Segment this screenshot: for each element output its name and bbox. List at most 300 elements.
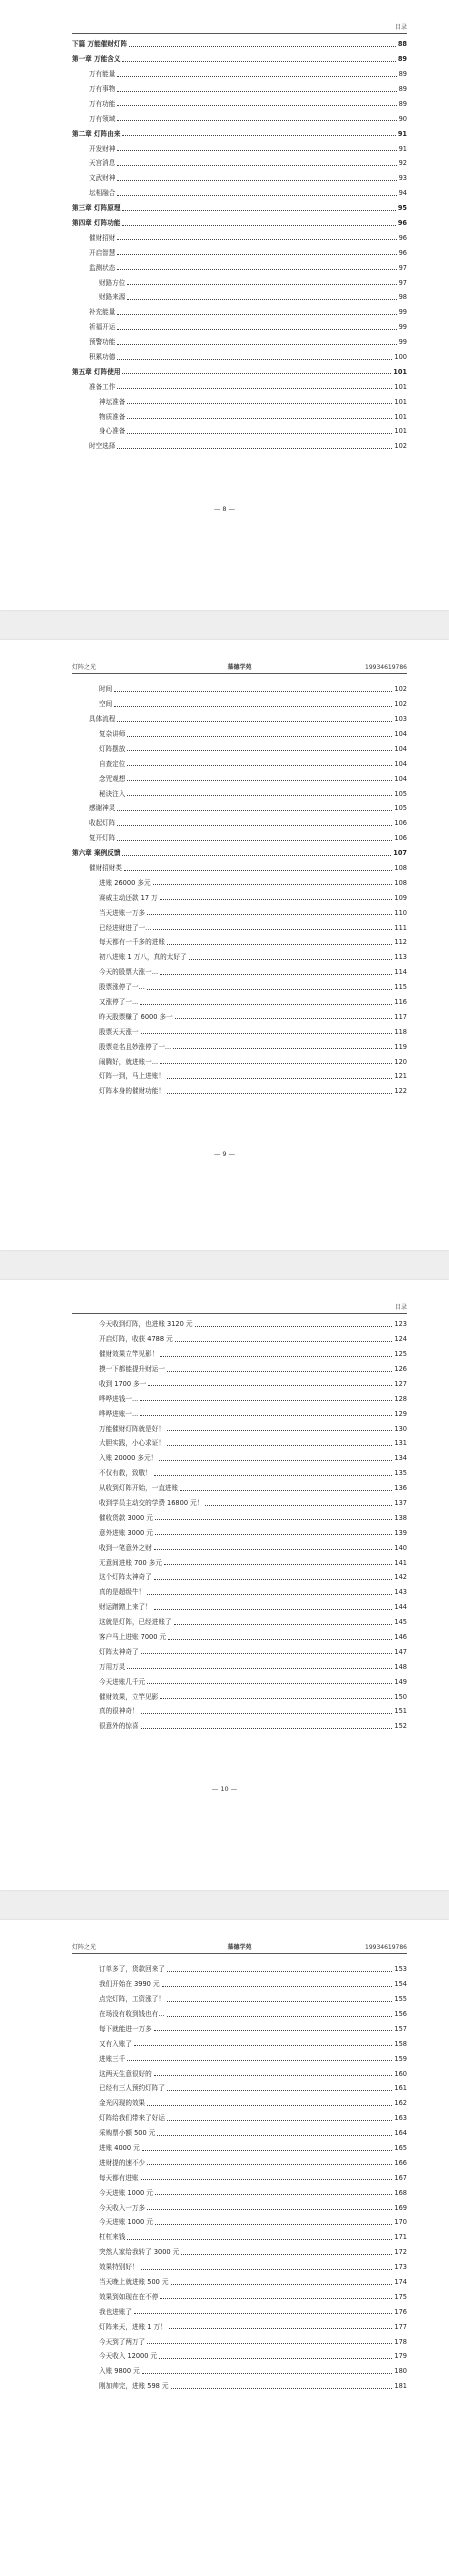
- toc-entry[interactable]: [72, 1050, 407, 1065]
- dot-leader: [140, 1004, 392, 1005]
- dot-leader: [117, 810, 392, 811]
- dot-leader: [141, 2269, 393, 2270]
- toc-entry[interactable]: [72, 390, 407, 405]
- toc-entry[interactable]: [72, 107, 407, 122]
- toc-entry[interactable]: [72, 331, 407, 346]
- toc-entry-title: 灯阵太神奇了: [99, 1647, 139, 1656]
- dot-leader: [127, 1668, 392, 1669]
- toc-entry[interactable]: [72, 976, 407, 991]
- dot-leader: [147, 2209, 392, 2210]
- toc-entry-title: 万有领域: [89, 114, 116, 123]
- toc-entry-title: 又涨停了一...: [99, 998, 139, 1006]
- dot-leader: [147, 2164, 392, 2165]
- toc-entry[interactable]: [72, 1035, 407, 1050]
- toc-entry-page: 125: [394, 1350, 407, 1359]
- toc-entry-title: 不仅有救，致敬！: [99, 1469, 152, 1478]
- toc-entry-page: 164: [394, 2129, 407, 2138]
- toc-entry[interactable]: [72, 2003, 407, 2018]
- toc-entry[interactable]: [72, 182, 407, 197]
- toc-entry[interactable]: [72, 1566, 407, 1581]
- toc-entry-page: 88: [397, 40, 407, 49]
- dot-leader: [117, 840, 392, 841]
- toc-entry-title: 开启智慧: [89, 248, 116, 257]
- toc-entry-page: 176: [394, 2307, 407, 2316]
- dot-leader: [171, 2284, 393, 2285]
- toc-entry[interactable]: [72, 1313, 407, 1328]
- toc-entry-title: 订单多了，货款回来了: [99, 1965, 165, 1974]
- toc-entry-page: 149: [394, 1677, 407, 1686]
- toc-entry-page: 179: [394, 2352, 407, 2361]
- dot-leader: [175, 1018, 393, 1019]
- toc-entry[interactable]: [72, 886, 407, 901]
- toc-entry-page: 116: [394, 998, 407, 1006]
- dot-leader: [127, 2239, 392, 2240]
- dot-leader: [180, 1490, 392, 1491]
- dot-leader: [117, 239, 396, 240]
- toc-entry[interactable]: [72, 961, 407, 976]
- toc-entry-page: 154: [394, 1980, 407, 1989]
- toc-entry-page: 114: [394, 968, 407, 977]
- toc-entry-title: 灯阵给我们带来了好运: [99, 2114, 165, 2123]
- toc-entry-page: 157: [394, 2024, 407, 2033]
- toc-entry[interactable]: [72, 435, 407, 450]
- dot-leader: [117, 721, 392, 722]
- toc-entry[interactable]: [72, 1447, 407, 1462]
- toc-entry-page: 99: [398, 323, 407, 332]
- toc-entry[interactable]: [72, 2152, 407, 2167]
- toc-entry[interactable]: [72, 2300, 407, 2315]
- toc-entry-page: 93: [398, 174, 407, 183]
- toc-entry-title: 今天到了两万了: [99, 2337, 146, 2346]
- dot-leader: [160, 1063, 392, 1064]
- toc-entry-title: 入账 20000 多元！: [99, 1454, 158, 1463]
- toc-entry-title: 当天进账一万多: [99, 908, 146, 917]
- dot-leader: [122, 61, 395, 62]
- dot-leader: [147, 1594, 392, 1595]
- toc-entry[interactable]: [72, 1958, 407, 1973]
- toc-entry-title: 物质准备: [99, 412, 126, 421]
- toc-entry-page: 113: [394, 953, 407, 962]
- header-left: 灯阵之光: [72, 664, 97, 671]
- dot-leader: [134, 2313, 392, 2314]
- toc-entry-title: 财路来源: [99, 293, 126, 302]
- toc-entry[interactable]: [72, 797, 407, 812]
- toc-entry[interactable]: [72, 1626, 407, 1641]
- toc-entry[interactable]: [72, 1328, 407, 1343]
- dot-leader: [159, 2358, 392, 2359]
- toc-entry-page: 96: [398, 248, 407, 257]
- toc-entry-page: 112: [394, 938, 407, 947]
- toc-entry-page: 89: [398, 84, 407, 93]
- page-number: — 9 —: [213, 1150, 236, 1158]
- toc-entry[interactable]: [72, 2211, 407, 2226]
- toc-entry[interactable]: [72, 2241, 407, 2256]
- toc-entry-page: 158: [394, 2039, 407, 2048]
- toc-entry-page: 145: [394, 1618, 407, 1627]
- toc-entry-title: 初八进账 1 万八，真的太好了: [99, 953, 187, 962]
- toc-entry[interactable]: [72, 2271, 407, 2286]
- toc-entry[interactable]: [72, 361, 407, 376]
- toc-entry-title: 股票天天涨一: [99, 1027, 139, 1036]
- toc-entry-title: 催财招财类: [89, 863, 122, 872]
- toc-entry[interactable]: [72, 693, 407, 708]
- toc-entry[interactable]: [72, 931, 407, 946]
- toc-entry[interactable]: [72, 227, 407, 242]
- dot-leader: [134, 2045, 392, 2046]
- toc-entry[interactable]: [72, 1020, 407, 1035]
- toc-entry-title: 从收到灯阵开始，一直进账: [99, 1484, 179, 1493]
- page-header: [72, 19, 407, 34]
- document-page-8: [0, 0, 449, 610]
- toc-entry[interactable]: [72, 301, 407, 316]
- toc-entry[interactable]: [72, 241, 407, 256]
- toc-entry-title: 已经有三人预约灯阵了: [99, 2084, 165, 2093]
- dot-leader: [117, 344, 396, 345]
- toc-entry[interactable]: [72, 782, 407, 797]
- toc-entry[interactable]: [72, 1536, 407, 1551]
- toc-entry-page: 169: [394, 2203, 407, 2212]
- toc-entry-page: 89: [398, 70, 407, 79]
- toc-entry[interactable]: [72, 197, 407, 212]
- toc-entry[interactable]: [72, 916, 407, 931]
- toc-entry-page: 109: [394, 893, 407, 902]
- toc-entry-title: 万用万灵: [99, 1662, 126, 1671]
- toc-entry[interactable]: [72, 2062, 407, 2077]
- toc-entry-page: 148: [394, 1662, 407, 1671]
- toc-entry[interactable]: [72, 1006, 407, 1021]
- toc-entry-page: 152: [394, 1722, 407, 1731]
- dot-leader: [167, 2016, 393, 2017]
- toc-entry-title: 进账 26000 多元: [99, 878, 151, 887]
- dot-leader: [148, 1385, 392, 1386]
- header-left: 灯阵之光: [72, 1944, 97, 1951]
- toc-entry-page: 126: [394, 1364, 407, 1373]
- dot-leader: [127, 418, 392, 419]
- toc-entry-page: 102: [394, 442, 407, 451]
- toc-entry-page: 163: [394, 2114, 407, 2123]
- dot-leader: [167, 944, 392, 945]
- toc-entry[interactable]: [72, 2047, 407, 2062]
- toc-entry[interactable]: [72, 1715, 407, 1730]
- dot-leader: [127, 284, 396, 285]
- dot-leader: [117, 91, 396, 92]
- toc-entry-page: 144: [394, 1603, 407, 1612]
- toc-entry-page: 155: [394, 1995, 407, 2004]
- toc-entry[interactable]: [72, 2122, 407, 2137]
- toc-entry-page: 108: [394, 863, 407, 872]
- toc-entry-title: 万能催财灯阵就是好！: [99, 1424, 165, 1433]
- toc-entry[interactable]: [72, 1507, 407, 1522]
- dot-leader: [153, 929, 392, 930]
- toc-entry-page: 178: [394, 2337, 407, 2346]
- toc-entry-title: 哗哗进账一...: [99, 1409, 139, 1418]
- toc-entry[interactable]: [72, 1596, 407, 1611]
- toc-entry-title: 今天的股票大涨一...: [99, 968, 159, 977]
- dot-leader: [117, 195, 396, 196]
- dot-leader: [127, 433, 392, 434]
- toc-entry-title: 感谢神灵: [89, 804, 116, 813]
- toc-entry-title: 哗哗进钱一...: [99, 1394, 139, 1403]
- toc-entry[interactable]: [72, 1065, 407, 1080]
- toc-entry-page: 130: [394, 1424, 407, 1433]
- toc-entry[interactable]: [72, 48, 407, 63]
- toc-entry-title: 准备工作: [89, 382, 116, 391]
- toc-entry-title: 文武财神: [89, 174, 116, 183]
- toc-entry[interactable]: [72, 271, 407, 286]
- toc-entry-page: 173: [394, 2263, 407, 2272]
- toc-entry-page: 146: [394, 1633, 407, 1641]
- dot-leader: [117, 165, 396, 166]
- toc-entry[interactable]: [72, 122, 407, 137]
- toc-entry-title: 灯阵来天，进账 1 万！: [99, 2322, 167, 2331]
- toc-entry[interactable]: [72, 375, 407, 390]
- toc-entry[interactable]: [72, 738, 407, 753]
- dot-leader: [142, 2373, 393, 2374]
- toc-entry-title: 万有能量: [89, 70, 116, 79]
- toc-entry-page: 105: [394, 804, 407, 813]
- toc-entry[interactable]: [72, 78, 407, 93]
- toc-entry[interactable]: [72, 2360, 407, 2375]
- toc-entry-title: 大胆实践，小心求证！: [99, 1439, 165, 1448]
- toc-entry-page: 96: [397, 218, 407, 227]
- dot-leader: [160, 2298, 392, 2299]
- toc-entry[interactable]: [72, 1551, 407, 1566]
- toc-entry[interactable]: [72, 2166, 407, 2181]
- dot-leader: [127, 403, 392, 404]
- toc-entry-title: 今天进账 1000 元: [99, 2188, 153, 2197]
- toc-entry-title: 闹腾好，就进账一...: [99, 1057, 159, 1066]
- toc-entry-title: 效果特别好！: [99, 2263, 139, 2272]
- toc-entry-page: 180: [394, 2367, 407, 2376]
- toc-entry-page: 136: [394, 1484, 407, 1493]
- toc-entry[interactable]: [72, 167, 407, 182]
- toc-entry-title: 第五章 灯阵使用: [72, 367, 121, 376]
- toc-entry-page: 101: [394, 412, 407, 421]
- toc-entry-title: 突然人家给我转了 3000 元: [99, 2248, 180, 2257]
- toc-entry[interactable]: [72, 346, 407, 361]
- toc-entry[interactable]: [72, 1373, 407, 1388]
- toc-entry[interactable]: [72, 1477, 407, 1492]
- toc-entry-page: 102: [394, 700, 407, 709]
- toc-entry-title: 祈福开运: [89, 323, 116, 332]
- dot-leader: [160, 1698, 392, 1699]
- toc-entry-title: 具体流程: [89, 715, 116, 724]
- toc-entry[interactable]: [72, 1581, 407, 1596]
- toc-entry-title: 复杂讲师: [99, 729, 126, 738]
- toc-entry[interactable]: [72, 2018, 407, 2033]
- toc-entry[interactable]: [72, 63, 407, 78]
- dot-leader: [160, 899, 393, 900]
- toc-entry-page: 123: [394, 1320, 407, 1329]
- toc-entry[interactable]: [72, 137, 407, 152]
- dot-leader: [167, 2090, 392, 2091]
- toc-entry[interactable]: [72, 2330, 407, 2345]
- dot-leader: [175, 1341, 393, 1342]
- toc-entry[interactable]: [72, 1655, 407, 1670]
- toc-entry[interactable]: [72, 2226, 407, 2241]
- dot-leader: [122, 135, 395, 136]
- dot-leader: [147, 989, 393, 990]
- toc-entry[interactable]: [72, 2256, 407, 2271]
- toc-entry[interactable]: [72, 812, 407, 827]
- toc-entry-title: 念咒观想: [99, 774, 126, 783]
- toc-entry-title: 积累功德: [89, 353, 116, 361]
- toc-entry-title: 我们开始在 3990 元: [99, 1980, 160, 1989]
- toc-entry-title: 万有事物: [89, 84, 116, 93]
- toc-entry-page: 161: [394, 2084, 407, 2093]
- toc-entry[interactable]: [72, 1462, 407, 1477]
- toc-entry-title: 这两天生意很好的: [99, 2069, 152, 2078]
- toc-entry-title: 刚加帅完，进账 598 元: [99, 2382, 169, 2391]
- toc-entry[interactable]: [72, 1700, 407, 1715]
- toc-entry-page: 167: [394, 2173, 407, 2182]
- toc-entry-title: 催财效果，立竿见影: [99, 1692, 159, 1701]
- document-page-10: [0, 1280, 449, 1890]
- toc-entry[interactable]: [72, 2032, 407, 2047]
- toc-entry[interactable]: [72, 256, 407, 271]
- dot-leader: [124, 870, 392, 871]
- toc-entry[interactable]: [72, 1402, 407, 1417]
- dot-leader: [114, 691, 392, 692]
- dot-leader: [114, 706, 392, 707]
- toc-entry[interactable]: [72, 1358, 407, 1373]
- toc-entry[interactable]: [72, 2196, 407, 2211]
- toc-entry-page: 101: [394, 427, 407, 436]
- toc-entry[interactable]: [72, 708, 407, 723]
- dot-leader: [117, 150, 396, 151]
- toc-entry-page: 134: [394, 1454, 407, 1463]
- toc-entry[interactable]: [72, 2315, 407, 2330]
- toc-entry-title: 很意外的惊喜: [99, 1722, 139, 1731]
- toc-entry-page: 131: [394, 1439, 407, 1448]
- toc-entry-title: 催收货款 3000 元: [99, 1513, 153, 1522]
- toc-entry-page: 165: [394, 2143, 407, 2152]
- toc-entry[interactable]: [72, 857, 407, 872]
- toc-list: [72, 1313, 407, 1730]
- dot-leader: [154, 2075, 393, 2076]
- toc-entry[interactable]: [72, 286, 407, 301]
- dot-leader: [154, 1579, 393, 1580]
- toc-entry[interactable]: [72, 723, 407, 738]
- toc-entry[interactable]: [72, 901, 407, 916]
- dot-leader: [127, 765, 392, 766]
- toc-entry[interactable]: [72, 212, 407, 227]
- toc-entry-title: 股票竞名且妙涨停了一...: [99, 1042, 172, 1051]
- toc-entry[interactable]: [72, 2107, 407, 2122]
- header-right: 目录: [394, 24, 407, 31]
- toc-entry[interactable]: [72, 2092, 407, 2107]
- toc-entry-page: 92: [398, 159, 407, 168]
- toc-entry[interactable]: [72, 946, 407, 961]
- toc-entry[interactable]: [72, 1670, 407, 1685]
- toc-entry-title: 自查定位: [99, 759, 126, 768]
- dot-leader: [141, 1728, 393, 1729]
- toc-entry-title: 收到一笔意外之财: [99, 1543, 152, 1552]
- dot-leader: [160, 974, 392, 975]
- dot-leader: [162, 1986, 393, 1987]
- toc-entry[interactable]: [72, 872, 407, 887]
- toc-entry-title: 进账三千: [99, 2054, 126, 2063]
- toc-entry[interactable]: [72, 1611, 407, 1626]
- toc-entry-title: 收到学员主动交的学费 16800 元！: [99, 1498, 204, 1507]
- toc-entry[interactable]: [72, 827, 407, 842]
- toc-entry-page: 175: [394, 2292, 407, 2301]
- toc-entry-title: 真的很神奇！: [99, 1707, 139, 1716]
- toc-entry[interactable]: [72, 420, 407, 435]
- toc-entry-page: 166: [394, 2158, 407, 2167]
- toc-entry[interactable]: [72, 1432, 407, 1447]
- toc-entry-page: 141: [394, 1558, 407, 1567]
- toc-entry[interactable]: [72, 2077, 407, 2092]
- dot-leader: [159, 1460, 392, 1461]
- toc-entry[interactable]: [72, 2286, 407, 2301]
- toc-entry-title: 我也进账了: [99, 2307, 132, 2316]
- toc-entry-page: 118: [394, 1027, 407, 1036]
- toc-entry[interactable]: [72, 991, 407, 1006]
- toc-entry[interactable]: [72, 1988, 407, 2003]
- toc-entry[interactable]: [72, 678, 407, 693]
- toc-entry[interactable]: [72, 2345, 407, 2360]
- toc-entry[interactable]: [72, 1492, 407, 1507]
- dot-leader: [117, 254, 396, 255]
- toc-entry[interactable]: [72, 152, 407, 167]
- toc-entry-title: 每天都有一千多的进账: [99, 938, 165, 947]
- toc-entry[interactable]: [72, 842, 407, 857]
- toc-entry-page: 104: [394, 774, 407, 783]
- dot-leader: [147, 914, 392, 915]
- toc-entry[interactable]: [72, 1521, 407, 1536]
- toc-entry[interactable]: [72, 767, 407, 782]
- toc-entry[interactable]: [72, 752, 407, 767]
- toc-entry[interactable]: [72, 1685, 407, 1700]
- toc-entry-title: 复开灯阵: [89, 834, 116, 843]
- dot-leader: [117, 105, 396, 106]
- dot-leader: [171, 2388, 393, 2389]
- toc-entry[interactable]: [72, 405, 407, 420]
- toc-entry[interactable]: [72, 1080, 407, 1095]
- toc-entry-title: 身心准备: [99, 427, 126, 436]
- toc-entry-title: 今天收到灯阵，也进账 3120 元: [99, 1320, 193, 1329]
- toc-entry[interactable]: [72, 1387, 407, 1402]
- toc-entry[interactable]: [72, 2375, 407, 2390]
- dot-leader: [117, 329, 396, 330]
- toc-entry[interactable]: [72, 2137, 407, 2152]
- toc-entry-title: 灯阵一到，马上进账！: [99, 1072, 165, 1081]
- dot-leader: [155, 1519, 392, 1520]
- toc-entry-page: 138: [394, 1513, 407, 1522]
- toc-entry-page: 156: [394, 2009, 407, 2018]
- document-page-9: [0, 640, 449, 1250]
- toc-entry-page: 119: [394, 1042, 407, 1051]
- toc-entry-title: 这个灯阵太神奇了: [99, 1573, 152, 1582]
- toc-entry[interactable]: [72, 1973, 407, 1988]
- toc-entry[interactable]: [72, 1343, 407, 1358]
- dot-leader: [117, 269, 396, 270]
- toc-entry-page: 121: [394, 1072, 407, 1081]
- toc-entry[interactable]: [72, 1641, 407, 1656]
- header-right: 目录: [394, 1304, 407, 1311]
- toc-entry-page: 104: [394, 744, 407, 753]
- dot-leader: [155, 2194, 392, 2195]
- toc-entry[interactable]: [72, 33, 407, 48]
- dot-leader: [169, 2328, 393, 2329]
- toc-entry[interactable]: [72, 2181, 407, 2196]
- toc-entry[interactable]: [72, 1417, 407, 1432]
- dot-leader: [164, 1564, 392, 1565]
- toc-entry-page: 95: [397, 204, 407, 213]
- toc-entry[interactable]: [72, 93, 407, 108]
- toc-entry[interactable]: [72, 316, 407, 331]
